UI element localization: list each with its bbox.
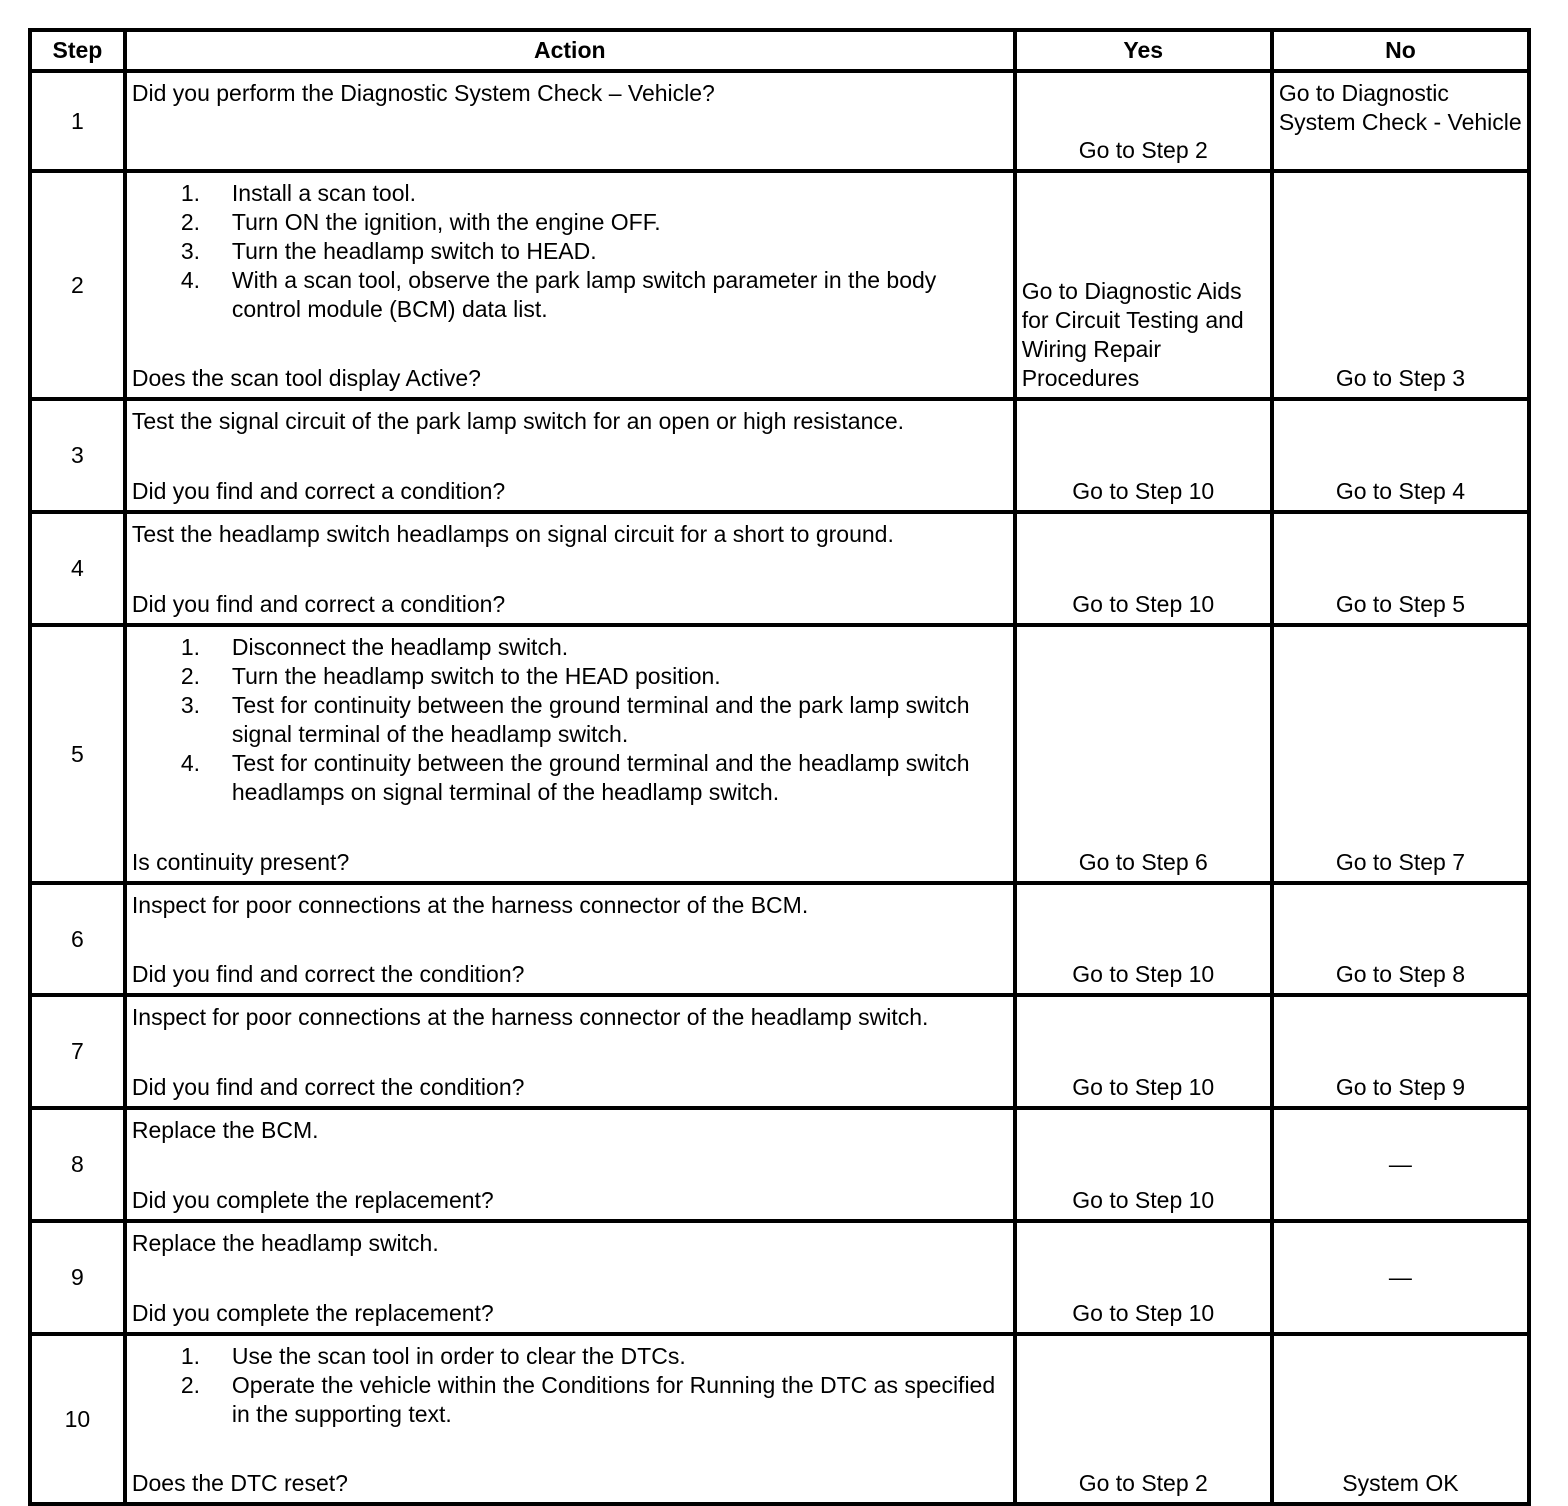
action-question: Did you find and correct a condition?: [131, 591, 506, 617]
table-row: [30, 512, 1529, 625]
action-steps-list: [132, 179, 1009, 324]
yes-cell: Go to Diagnostic Aids for Circuit Testing and Wiring Repair Procedures: [1015, 171, 1272, 399]
action-cell: [125, 1221, 1015, 1334]
no-cell: Go to Step 8: [1272, 883, 1529, 995]
header-step: Step: [30, 30, 125, 71]
action-cell: [125, 71, 1015, 171]
list-item: 2. Turn ON the ignition, with the engine OFF.: [180, 209, 661, 235]
action-cell: [125, 512, 1015, 625]
action-cell: [125, 883, 1015, 995]
step-number: 1: [30, 71, 125, 171]
action-instruction: Inspect for poor connections at the harness connector of the headlamp switch.: [131, 1004, 929, 1030]
action-cell: [125, 171, 1015, 399]
step-number: 5: [30, 625, 125, 883]
table-row: [30, 995, 1529, 1108]
yes-cell: Go to Step 6: [1015, 625, 1272, 883]
action-question: Did you complete the replacement?: [131, 1187, 494, 1213]
list-item: 1. Use the scan tool in order to clear the DTCs.: [180, 1343, 686, 1369]
action-question: Does the scan tool display Active?: [131, 365, 481, 391]
no-cell: Go to Step 3: [1272, 171, 1529, 399]
action-question: Did you complete the replacement?: [131, 1300, 494, 1326]
table-row: [30, 1334, 1529, 1504]
no-cell: Go to Step 7: [1272, 625, 1529, 883]
header-row: [30, 30, 1529, 71]
list-item: 4. Test for continuity between the ground terminal and the headlamp switch headlamps on signal terminal of the headlamp switch.: [180, 750, 970, 805]
table-row: [30, 171, 1529, 399]
action-steps-list: [132, 633, 1009, 807]
step-number: 4: [30, 512, 125, 625]
no-cell: Go to Step 9: [1272, 995, 1529, 1108]
step-number: 10: [30, 1334, 125, 1504]
no-cell: —: [1272, 1221, 1529, 1334]
diagnostic-table: [28, 28, 1531, 1506]
list-item: 2. Turn the headlamp switch to the HEAD position.: [180, 663, 721, 689]
yes-cell: Go to Step 10: [1015, 883, 1272, 995]
action-cell: [125, 1108, 1015, 1221]
yes-cell: Go to Step 10: [1015, 399, 1272, 512]
action-instruction: Did you perform the Diagnostic System Check – Vehicle?: [131, 80, 715, 106]
table-row: [30, 71, 1529, 171]
action-question: Did you find and correct a condition?: [131, 478, 506, 504]
table-row: [30, 1221, 1529, 1334]
no-cell: Go to Diagnostic System Check - Vehicle: [1272, 71, 1529, 171]
action-instruction: Replace the BCM.: [131, 1117, 319, 1143]
list-item: 1. Install a scan tool.: [180, 180, 416, 206]
action-instruction: Test the headlamp switch headlamps on signal circuit for a short to ground.: [131, 521, 894, 547]
list-item: 3. Test for continuity between the ground terminal and the park lamp switch signal terminal of the headlamp switch.: [180, 692, 970, 747]
table-row: [30, 1108, 1529, 1221]
no-cell: Go to Step 4: [1272, 399, 1529, 512]
action-question: Is continuity present?: [131, 849, 350, 875]
step-number: 6: [30, 883, 125, 995]
step-number: 7: [30, 995, 125, 1108]
header-action: Action: [125, 30, 1015, 71]
yes-cell: Go to Step 2: [1015, 71, 1272, 171]
table-row: [30, 883, 1529, 995]
action-question: Does the DTC reset?: [131, 1470, 348, 1496]
action-instruction: Replace the headlamp switch.: [131, 1230, 439, 1256]
step-number: 2: [30, 171, 125, 399]
action-cell: [125, 399, 1015, 512]
table-row: [30, 399, 1529, 512]
action-instruction: Test the signal circuit of the park lamp switch for an open or high resistance.: [131, 408, 905, 434]
yes-cell: Go to Step 2: [1015, 1334, 1272, 1504]
list-item: 1. Disconnect the headlamp switch.: [180, 634, 569, 660]
no-cell: —: [1272, 1108, 1529, 1221]
no-cell: Go to Step 5: [1272, 512, 1529, 625]
step-number: 8: [30, 1108, 125, 1221]
yes-cell: Go to Step 10: [1015, 1108, 1272, 1221]
yes-cell: Go to Step 10: [1015, 1221, 1272, 1334]
action-cell: [125, 995, 1015, 1108]
yes-cell: Go to Step 10: [1015, 512, 1272, 625]
header-yes: Yes: [1015, 30, 1272, 71]
step-number: 9: [30, 1221, 125, 1334]
list-item: 2. Operate the vehicle within the Conditions for Running the DTC as specified in the supporting text.: [180, 1372, 996, 1427]
list-item: 4. With a scan tool, observe the park lamp switch parameter in the body control module (BCM) data list.: [180, 267, 937, 322]
action-cell: [125, 1334, 1015, 1504]
action-question: Did you find and correct the condition?: [131, 961, 525, 987]
action-instruction: Inspect for poor connections at the harness connector of the BCM.: [131, 892, 809, 918]
no-cell: System OK: [1272, 1334, 1529, 1504]
action-steps-list: [132, 1342, 1009, 1429]
action-cell: [125, 625, 1015, 883]
yes-cell: Go to Step 10: [1015, 995, 1272, 1108]
step-number: 3: [30, 399, 125, 512]
table-row: [30, 625, 1529, 883]
list-item: 3. Turn the headlamp switch to HEAD.: [180, 238, 597, 264]
header-no: No: [1272, 30, 1529, 71]
action-question: Did you find and correct the condition?: [131, 1074, 525, 1100]
